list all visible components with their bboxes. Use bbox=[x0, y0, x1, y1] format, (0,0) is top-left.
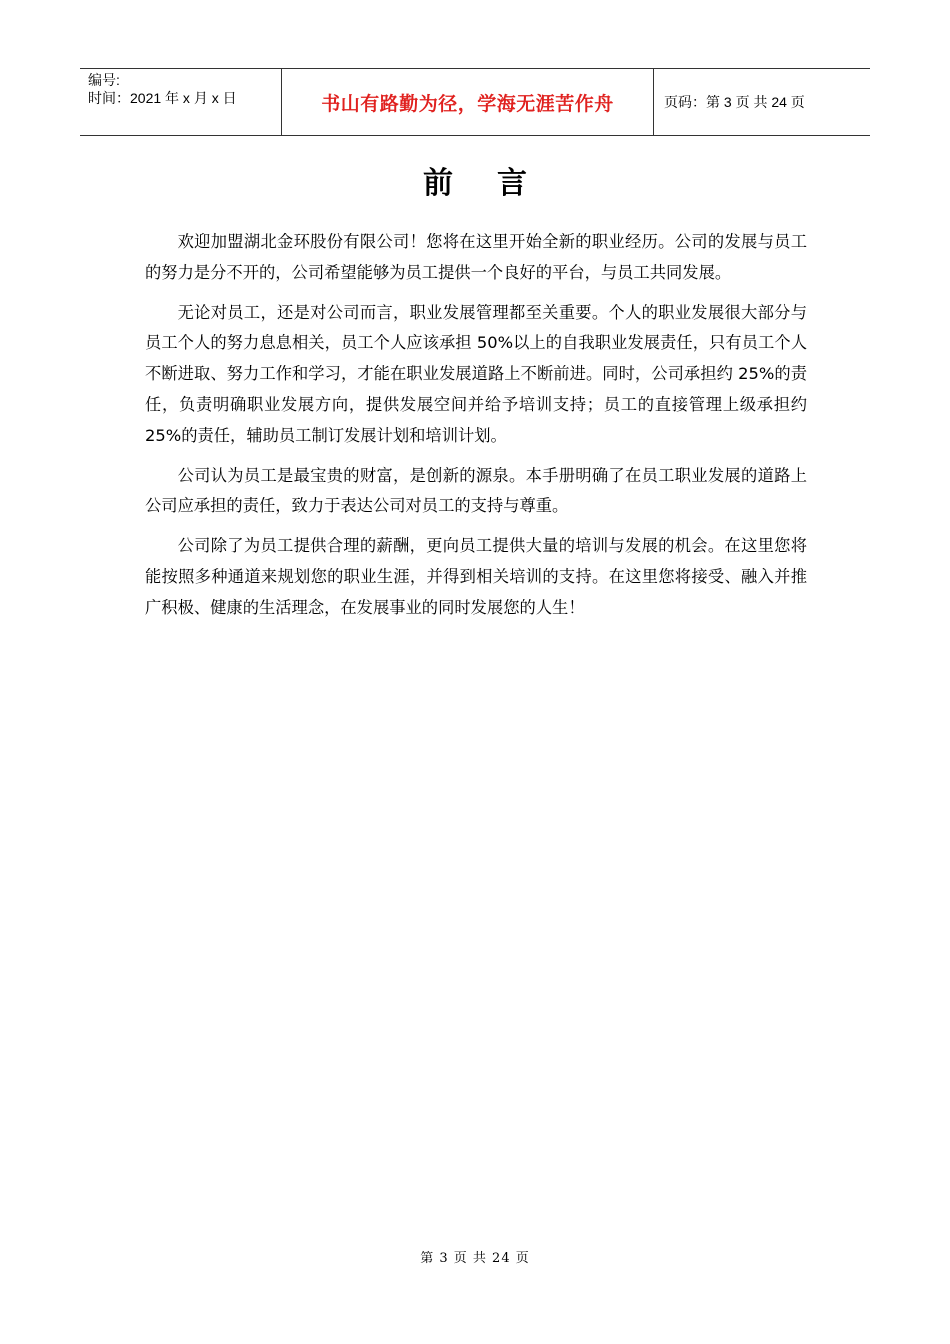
paragraph: 欢迎加盟湖北金环股份有限公司！您将在这里开始全新的职业经历。公司的发展与员工的努力是分不开的，公司希望能够为员工提供一个良好的平台，与员工共同发展。 bbox=[145, 232, 807, 282]
header-page-code: 页码：第 3 页 共 24 页 bbox=[664, 94, 805, 110]
number-label: 编号: bbox=[88, 72, 120, 88]
body-text bbox=[145, 227, 807, 633]
paragraph: 公司认为员工是最宝贵的财富，是创新的源泉。本手册明确了在员工职业发展的道路上公司应承担的责任，致力于表达公司对员工的支持与尊重。 bbox=[145, 465, 807, 516]
paragraph: 公司除了为员工提供合理的薪酬，更向员工提供大量的培训与发展的机会。在这里您将能按照多种通道来规划您的职业生涯，并得到相关培训的支持。在这里您将接受、融入并推广积极、健康的生活理念，在发展事业的同时发展您的人生！ bbox=[145, 536, 807, 617]
page-footer: 第 3 页 共 24 页 bbox=[420, 1251, 530, 1266]
header-meta-cell bbox=[80, 69, 282, 135]
time-label: 时间：2021 年 x 月 x 日 bbox=[88, 90, 237, 106]
paragraph: 无论对员工，还是对公司而言，职业发展管理都至关重要。个人的职业发展很大部分与员工个人的努力息息相关，员工个人应该承担 50%以上的自我职业发展责任，只有员工个人不断进取、努力工作和学习，才能在职业发展道路上不断前进。同时，公司承担约 25%的责任，负责明确职业发展方向，提供发展空间并给予培训支持；员工的直接管理上级承担约 25%的责任，辅助员工制订发展计划和培训计划。 bbox=[145, 302, 807, 445]
document-header bbox=[80, 68, 870, 136]
page-title: 前言 bbox=[423, 166, 571, 201]
header-motto: 书山有路勤为径，学海无涯苦作舟 bbox=[282, 69, 654, 135]
